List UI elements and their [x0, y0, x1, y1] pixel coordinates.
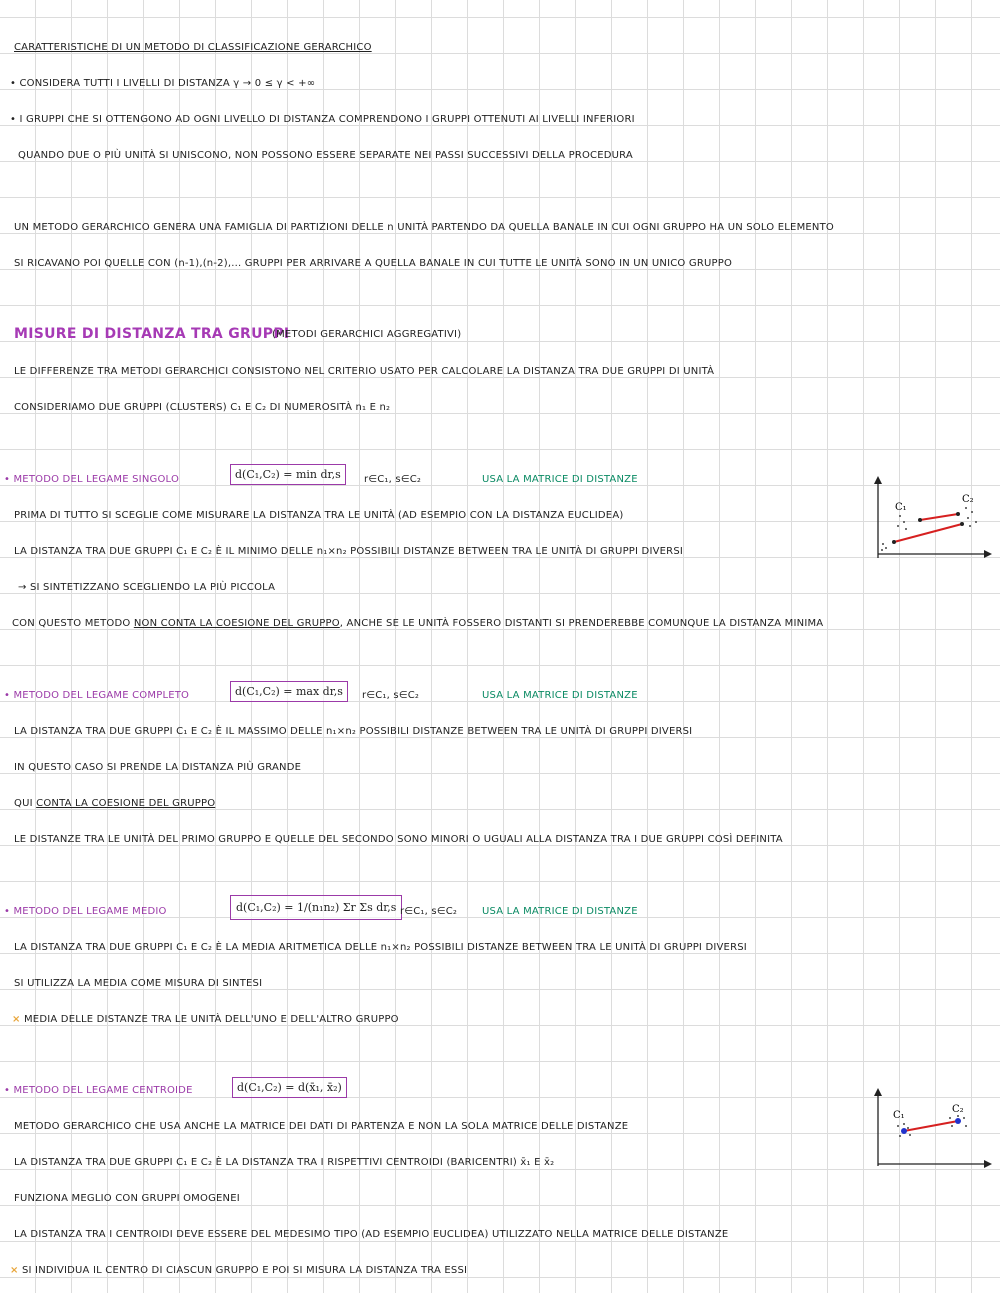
complete-line-4: LE DISTANZE TRA LE UNITÀ DEL PRIMO GRUPPO E QUELLE DEL SECONDO SONO MINORI O UGUALI ALLA DISTANZA TRA I DUE GRUPPI COSÌ DEFINITA	[14, 834, 783, 845]
complete-line-2: IN QUESTO CASO SI PRENDE LA DISTANZA PIÙ GRANDE	[14, 762, 302, 773]
average-title: • METODO DEL LEGAME MEDIO	[4, 906, 167, 917]
centroid-line-3: FUNZIONA MEGLIO CON GRUPPI OMOGENEI	[14, 1193, 240, 1204]
average-line-3-text: MEDIA DELLE DISTANZE TRA LE UNITÀ DELL'UNO E DELL'ALTRO GRUPPO	[23, 1014, 399, 1025]
single-formula: d(C₁,C₂) = min dr,s	[230, 464, 346, 485]
average-line-3	[12, 1014, 399, 1025]
diagram1-points	[881, 507, 977, 551]
centroid-linkage-diagram	[868, 1088, 992, 1172]
diagram1-c1-label: C₁	[895, 502, 907, 513]
complete-title: • METODO DEL LEGAME COMPLETO	[4, 690, 190, 701]
intro-line-2: • I GRUPPI CHE SI OTTENGONO AD OGNI LIVELLO DI DISTANZA COMPRENDONO I GRUPPI OTTENUTI AI LIVELLI INFERIORI	[10, 114, 635, 125]
diagram2-c2-label: C₂	[952, 1104, 964, 1115]
centroid-line-4: LA DISTANZA TRA I CENTROIDI DEVE ESSERE DEL MEDESIMO TIPO (AD ESEMPIO EUCLIDEA) UTILIZZATO NELLA MATRICE DELLE DISTANZE	[14, 1229, 729, 1240]
single-line-4-b: NON CONTA LA COESIONE DEL GRUPPO	[133, 618, 340, 629]
average-line-2: SI UTILIZZA LA MEDIA COME MISURA DI SINTESI	[14, 978, 263, 989]
single-line-1: PRIMA DI TUTTO SI SCEGLIE COME MISURARE LA DISTANZA TRA LE UNITÀ (AD ESEMPIO CON LA DISTANZA EUCLIDEA)	[14, 510, 624, 521]
complete-condition: r∈C₁, s∈C₂	[362, 690, 420, 701]
centroid-title: • METODO DEL LEGAME CENTROIDE	[4, 1085, 193, 1096]
section-line-1: LE DIFFERENZE TRA METODI GERARCHICI CONSISTONO NEL CRITERIO USATO PER CALCOLARE LA DISTANZA TRA DUE GRUPPI DI UNITÀ	[14, 366, 715, 377]
centroid-formula: d(C₁,C₂) = d(x̄₁, x̄₂)	[232, 1077, 347, 1098]
diagram2-centroid-2	[955, 1118, 961, 1124]
single-line-4	[12, 618, 823, 629]
single-line-4-a: CON QUESTO METODO	[12, 618, 131, 629]
section-heading: MISURE DI DISTANZA TRA GRUPPI	[14, 326, 290, 342]
diagram1-upper-link	[920, 514, 958, 520]
single-line-4-c: , ANCHE SE LE UNITÀ FOSSERO DISTANTI SI PRENDEREBBE COMUNQUE LA DISTANZA MINIMA	[339, 618, 824, 629]
section-line-2: CONSIDERIAMO DUE GRUPPI (CLUSTERS) C₁ E C₂ DI NUMEROSITÀ n₁ E n₂	[14, 402, 391, 413]
intro-line-3: QUANDO DUE O PIÙ UNITÀ SI UNISCONO, NON POSSONO ESSERE SEPARATE NEI PASSI SUCCESSIVI DELLA PROCEDURA	[18, 150, 633, 161]
single-note: USA LA MATRICE DI DISTANZE	[482, 474, 638, 485]
diagram2-centroid-1	[901, 1128, 907, 1134]
single-title: • METODO DEL LEGAME SINGOLO	[4, 474, 180, 485]
average-note: USA LA MATRICE DI DISTANZE	[482, 906, 638, 917]
paragraph-line-2: SI RICAVANO POI QUELLE CON (n-1),(n-2),... GRUPPI PER ARRIVARE A QUELLA BANALE IN CUI TUTTE LE UNITÀ SONO IN UN UNICO GRUPPO	[14, 258, 733, 269]
complete-line-3-a: QUI	[14, 798, 33, 809]
diagram1-c2-label: C₂	[962, 494, 974, 505]
complete-line-1: LA DISTANZA TRA DUE GRUPPI C₁ E C₂ È IL MASSIMO DELLE n₁×n₂ POSSIBILI DISTANZE BETWEEN TRA LE UNITÀ DI GRUPPI DIVERSI	[14, 726, 693, 737]
centroid-line-1: METODO GERARCHICO CHE USA ANCHE LA MATRICE DEI DATI DI PARTENZA E NON LA SOLA MATRICE DELLE DISTANZE	[14, 1121, 629, 1132]
centroid-line-2: LA DISTANZA TRA DUE GRUPPI C₁ E C₂ È LA DISTANZA TRA I RISPETTIVI CENTROIDI (BARICENTRI) x̄₁ E x̄₂	[14, 1157, 555, 1168]
complete-formula: d(C₁,C₂) = max dr,s	[230, 681, 348, 702]
average-formula: d(C₁,C₂) = 1/(n₁n₂) Σr Σs dr,s	[230, 895, 402, 920]
complete-note: USA LA MATRICE DI DISTANZE	[482, 690, 638, 701]
paragraph-line-1: UN METODO GERARCHICO GENERA UNA FAMIGLIA DI PARTIZIONI DELLE n UNITÀ PARTENDO DA QUELLA BANALE IN CUI OGNI GRUPPO HA UN SOLO ELEMENTO	[14, 222, 834, 233]
centroid-line-5-text: SI INDIVIDUA IL CENTRO DI CIASCUN GRUPPO E POI SI MISURA LA DISTANZA TRA ESSI	[21, 1265, 468, 1276]
single-condition: r∈C₁, s∈C₂	[364, 474, 422, 485]
diagram2-centroid-link	[904, 1121, 958, 1131]
single-line-3: → SI SINTETIZZANO SCEGLIENDO LA PIÙ PICCOLA	[18, 582, 276, 593]
centroid-line-5	[10, 1265, 467, 1276]
page-title: CARATTERISTICHE DI UN METODO DI CLASSIFICAZIONE GERARCHICO	[14, 42, 372, 53]
section-subheading: (METODI GERARCHICI AGGREGATIVI)	[272, 329, 462, 340]
complete-line-3	[14, 798, 215, 809]
single-linkage-diagram	[868, 474, 992, 564]
average-line-1: LA DISTANZA TRA DUE GRUPPI C₁ E C₂ È LA MEDIA ARITMETICA DELLE n₁×n₂ POSSIBILI DISTANZE BETWEEN TRA LE UNITÀ DI GRUPPI DIVERSI	[14, 942, 747, 953]
intro-line-1: • CONSIDERA TUTTI I LIVELLI DI DISTANZA γ → 0 ≤ γ < +∞	[10, 78, 316, 89]
centroid-cross-marker: ×	[10, 1265, 19, 1276]
average-cross-marker: ×	[12, 1014, 21, 1025]
average-condition: r∈C₁, s∈C₂	[400, 906, 458, 917]
diagram1-min-link	[894, 524, 962, 542]
complete-line-3-b: CONTA LA COESIONE DEL GRUPPO	[36, 798, 216, 809]
diagram2-c1-label: C₁	[893, 1110, 905, 1121]
single-line-2: LA DISTANZA TRA DUE GRUPPI C₁ E C₂ È IL MINIMO DELLE n₁×n₂ POSSIBILI DISTANZE BETWEEN TRA LE UNITÀ DI GRUPPI DIVERSI	[14, 546, 684, 557]
